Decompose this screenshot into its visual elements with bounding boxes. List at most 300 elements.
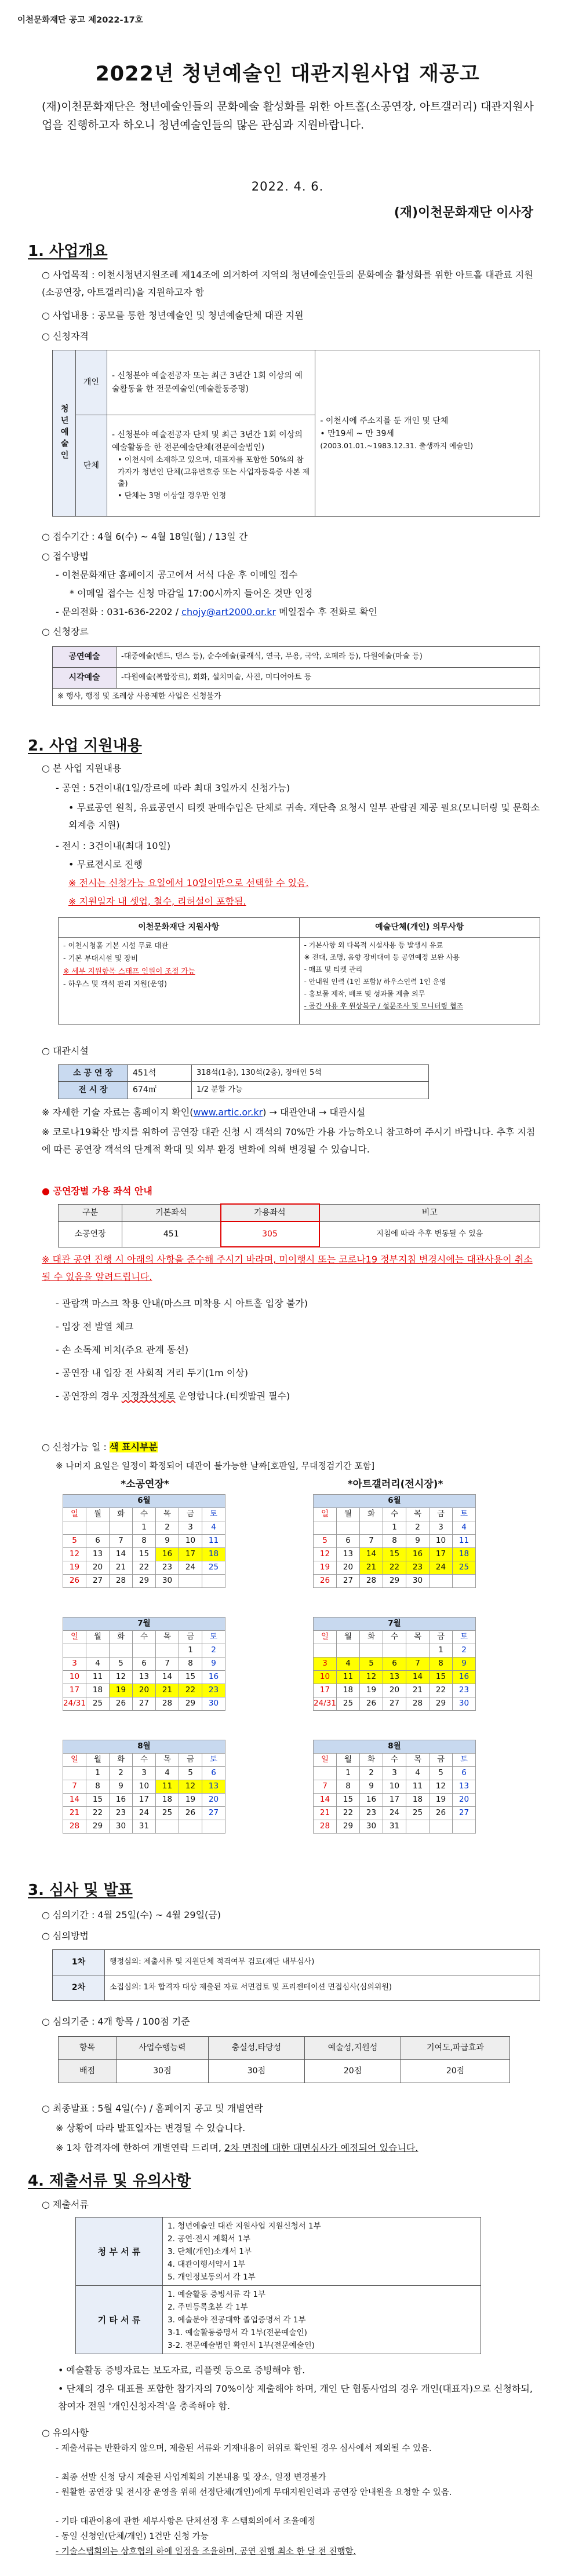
calendar-day: 23 (453, 1684, 476, 1697)
calendar-day: 25 (86, 1697, 110, 1711)
weekday-label: 금 (430, 1631, 453, 1644)
calendar-day: 4 (453, 1521, 476, 1535)
caution-item: - 기술스탭회의는 상호협의 하에 일정을 조율하며, 공연 진행 최소 한 달 전 진행함. (56, 2547, 356, 2556)
calendar-day: 23 (406, 1561, 430, 1575)
calendar-day: 26 (314, 1575, 337, 1588)
calendar-day: 12 (430, 1780, 453, 1794)
calendar-day: 19 (63, 1561, 86, 1575)
duty-head: 예술단체(개인) 의무사항 (299, 918, 540, 938)
calendar-day: 18 (202, 1548, 225, 1561)
responsibility-table (58, 917, 540, 1024)
calendar-day: 8 (383, 1535, 406, 1548)
calendar-day: 11 (156, 1780, 179, 1794)
calendar-day: 25 (156, 1807, 179, 1820)
content-text: ○ 사업내용 : 공모를 통한 청년예술인 및 청년예술단체 대관 지원 (42, 310, 304, 321)
rule-item: - 공연장 내 입장 전 사회적 거리 두기(1m 이상) (56, 1367, 249, 1378)
small-hall-title: *소공연장* (121, 1479, 169, 1490)
calendar-day: 17 (430, 1548, 453, 1561)
calendar-day: 21 (406, 1684, 430, 1697)
calendar-day: 18 (406, 1794, 430, 1807)
calendar-day: 17 (63, 1684, 86, 1697)
result-note: ※ 1차 합격자에 한하여 개별연락 드리며, 2차 면접에 대한 대면심사가 예정되어 있습니다. (56, 2142, 418, 2153)
weekday-label: 화 (110, 1508, 133, 1521)
calendar-day: 10 (383, 1780, 406, 1794)
calendar-day: 29 (383, 1575, 406, 1588)
calendar-day: 15 (430, 1671, 453, 1684)
section-3-heading: 3. 심사 및 발표 (28, 1882, 133, 1899)
calendar-day: 16 (202, 1671, 225, 1684)
group-text: - 신청분야 예술전공자 단체 및 최근 3년간 1회 이상의 예술활동을 한 전문예술단체(전문예술법인) • 이천시에 소재하고 있으며, 대표자를 포함한 50%의 참가자가 청년인 단체(고유번호증 또는 사업자등록증 사본 제출) • 단체는 3명 이상일 경우만 인정 (107, 415, 315, 517)
calendar-day: 21 (63, 1807, 86, 1820)
calendar-day: 27 (453, 1807, 476, 1820)
calendar-day: 1 (133, 1521, 156, 1535)
calendar-day: 1 (337, 1767, 360, 1780)
calendar-day: 5 (63, 1535, 86, 1548)
calendar-day: 1 (383, 1521, 406, 1535)
weekday-label: 목 (406, 1508, 430, 1521)
calendar-day: 28 (360, 1575, 383, 1588)
genre-label: ○ 신청장르 (42, 626, 89, 637)
calendar-day: 19 (110, 1684, 133, 1697)
weekday-label: 토 (453, 1508, 476, 1521)
round-desc: 행정심의: 제출서류 및 지원단체 적격여부 검토(재단 내부심사) (105, 1950, 540, 1975)
genre-name: 시각예술 (53, 668, 117, 689)
calendar-day: 6 (202, 1767, 225, 1780)
support-label: ○ 본 사업 지원내용 (42, 763, 122, 774)
calendar-day: 26 (360, 1697, 383, 1711)
calendar-day: 30 (360, 1820, 383, 1834)
calendar-day: 10 (133, 1780, 156, 1794)
calendar-day: 6 (453, 1767, 476, 1780)
calendar-day: 15 (179, 1671, 202, 1684)
calendar-day: 19 (179, 1794, 202, 1807)
calendar-day: 27 (86, 1575, 110, 1588)
calendar-day: 27 (202, 1807, 225, 1820)
calendar-day: 7 (63, 1780, 86, 1794)
eligibility-label: ○ 신청자격 (42, 331, 89, 342)
genre-desc: -대중예술(밴드, 댄스 등), 순수예술(클래식, 연극, 무용, 국악, 오페라 등), 다원예술(마술 등) (117, 647, 540, 668)
period-text: ○ 접수기간 : 4월 6(수) ~ 4월 18일(월) / 13일 간 (42, 531, 248, 542)
weekday-label: 토 (453, 1754, 476, 1767)
calendar-day: 19 (360, 1684, 383, 1697)
caution-item: - 최종 선발 신청 당시 제출된 사업계획의 기본내용 및 장소, 일정 변경불가 (56, 2473, 326, 2482)
venue-capacity: 451석 (128, 1065, 192, 1082)
calendar-day: 29 (133, 1575, 156, 1588)
calendar-day (63, 1521, 86, 1535)
weekday-label: 화 (360, 1508, 383, 1521)
seat-available: 305 (221, 1221, 319, 1247)
venue-link[interactable]: www.artic.or.kr (193, 1107, 263, 1118)
calendar-day: 20 (337, 1561, 360, 1575)
calendar-day: 15 (337, 1794, 360, 1807)
calendar-day: 29 (179, 1697, 202, 1711)
calendar-day: 27 (337, 1575, 360, 1588)
calendar-day: 11 (86, 1671, 110, 1684)
calendar-day: 3 (430, 1521, 453, 1535)
calendar-day: 27 (133, 1697, 156, 1711)
calendar-note: ※ 나머지 요일은 일정이 확정되어 대관이 불가능한 날짜[호판일, 무대정검기간 포함] (56, 1461, 375, 1471)
weekday-label: 금 (179, 1631, 202, 1644)
weekday-label: 금 (179, 1508, 202, 1521)
weekday-label: 목 (156, 1631, 179, 1644)
calendar-day: 16 (453, 1671, 476, 1684)
calendar-day: 2 (156, 1521, 179, 1535)
calendar-day: 26 (179, 1807, 202, 1820)
calendar-day: 6 (337, 1535, 360, 1548)
weekday-label: 금 (430, 1754, 453, 1767)
calendar-day: 23 (110, 1807, 133, 1820)
calendar-day: 5 (430, 1767, 453, 1780)
calendar-day: 25 (202, 1561, 225, 1575)
weekday-label: 목 (406, 1754, 430, 1767)
calendar-day: 13 (453, 1780, 476, 1794)
month-calendar (63, 1617, 225, 1711)
calendar-day (179, 1575, 202, 1588)
calendar-day: 9 (202, 1657, 225, 1671)
calendar-day: 16 (156, 1548, 179, 1561)
calendar-day: 12 (360, 1671, 383, 1684)
venue-reference: ※ 자세한 기술 자료는 홈페이지 확인(www.artic.or.kr) → 대관안내 → 대관시설 (42, 1107, 366, 1118)
support-head: 이천문화재단 지원사항 (59, 918, 300, 938)
calendar-day: 12 (63, 1548, 86, 1561)
other-docs: 1. 예술활동 증빙서류 각 1부 2. 주민등록초본 각 1부 3. 예술분야 전공대학 졸업증명서 각 1부 3-1. 예술활동증명서 각 1부(전문예술인) 3-2. 전문예술법인 확인서 1부(전문예술인) (163, 2286, 481, 2354)
month-calendar (63, 1740, 225, 1834)
weekday-label: 일 (314, 1754, 337, 1767)
calendar-day: 24/31 (314, 1697, 337, 1711)
month-calendar (313, 1740, 476, 1834)
calendar-day: 18 (453, 1548, 476, 1561)
calendar-day: 25 (406, 1807, 430, 1820)
calendar-day (179, 1820, 202, 1834)
calendar-day: 2 (110, 1767, 133, 1780)
covid-warning: ※ 대관 공연 진행 시 아래의 사항을 준수해 주시기 바라며, 미이행시 또는 코로나19 정부지침 변경시에는 대관사용이 취소될 수 있음을 알려드립니다. (42, 1254, 533, 1282)
weekday-label: 일 (314, 1508, 337, 1521)
month-calendar (313, 1617, 476, 1711)
calendar-day: 1 (179, 1644, 202, 1657)
caution-item: - 제출서류는 반환하지 않으며, 제출된 서류와 기재내용이 허위로 확인될 경우 심사에서 제외될 수 있음. (56, 2444, 432, 2453)
calendar-day: 2 (453, 1644, 476, 1657)
method-line: * 이메일 접수는 신청 마감일 17:00시까지 들어온 것만 인정 (70, 588, 313, 599)
required-docs: 1. 청년예술인 대관 지원사업 지원신청서 1부 2. 공연·전시 계획서 1부 3. 단체(개인)소개서 1부 4. 대관이행서약서 1부 5. 개인정보동의서 각 1부 (163, 2218, 481, 2286)
calendar-day: 14 (63, 1794, 86, 1807)
calendar-day: 24 (133, 1807, 156, 1820)
weekday-label: 월 (337, 1508, 360, 1521)
calendar-day: 19 (430, 1794, 453, 1807)
calendar-day (360, 1644, 383, 1657)
calendar-day: 14 (360, 1548, 383, 1561)
calendar-day: 9 (453, 1657, 476, 1671)
calendar-day (202, 1820, 225, 1834)
calendar-day: 14 (406, 1671, 430, 1684)
gallery-title: *아트갤러리(전시장)* (347, 1479, 443, 1490)
calendar-day (63, 1767, 86, 1780)
calendar-day (156, 1820, 179, 1834)
eligibility-table (52, 350, 540, 517)
weekday-label: 월 (86, 1631, 110, 1644)
seat-venue: 소공연장 (59, 1221, 122, 1247)
calendar-day: 13 (133, 1671, 156, 1684)
seat-basic: 451 (122, 1221, 221, 1247)
method-line: - 이천문화재단 홈페이지 공고에서 서식 다운 후 이메일 접수 (56, 569, 298, 580)
venue-detail: 318석(1층), 130석(2층), 장애인 5석 (192, 1065, 429, 1082)
caution-item: - 원활한 공연장 및 전시장 운영을 위해 선정단체(개인)에게 무대지원인력과 공연장 안내원을 요청할 수 있음. (56, 2488, 452, 2497)
method-label: ○ 접수방법 (42, 551, 89, 562)
weekday-label: 화 (110, 1754, 133, 1767)
calendar-day: 9 (360, 1780, 383, 1794)
month-calendar (63, 1494, 225, 1588)
weekday-label: 월 (337, 1631, 360, 1644)
weekday-label: 일 (314, 1631, 337, 1644)
weekday-label: 수 (383, 1754, 406, 1767)
exhibit-line: - 전시 : 3건이내(최대 10일) (56, 840, 171, 851)
calendar-day (337, 1644, 360, 1657)
group-label: 단체 (75, 415, 107, 517)
calendar-day: 25 (453, 1561, 476, 1575)
calendar-day: 21 (360, 1561, 383, 1575)
calendar-day (406, 1644, 430, 1657)
calendar-day: 7 (156, 1657, 179, 1671)
calendar-day (360, 1521, 383, 1535)
organization: (재)이천문화재단 이사장 (394, 206, 533, 220)
calendar-day (430, 1575, 453, 1588)
calendar-day: 20 (202, 1794, 225, 1807)
calendar-day (133, 1644, 156, 1657)
calendar-day: 19 (314, 1561, 337, 1575)
month-calendar (313, 1494, 476, 1588)
support-items: - 이천시청홀 기본 시설 무료 대관 - 기본 부대시설 및 장비 ※ 세부 지원항목 스태프 인원이 조정 가능 - 하우스 및 객석 관리 지원(운영) (59, 938, 300, 1024)
calendar-day: 27 (383, 1697, 406, 1711)
weekday-label: 화 (360, 1754, 383, 1767)
result-note: ※ 상황에 따라 발표일자는 변경될 수 있습니다. (56, 2123, 246, 2134)
calendar-day: 13 (337, 1548, 360, 1561)
calendar-day: 28 (406, 1697, 430, 1711)
calendar-day (86, 1521, 110, 1535)
calendar-day: 24 (383, 1807, 406, 1820)
calendar-day: 24/31 (63, 1697, 86, 1711)
calendar-day: 23 (202, 1684, 225, 1697)
genre-name: 공연예술 (53, 647, 117, 668)
genre-desc: -다원예술(복합장르), 회화, 설치미술, 사진, 미디어아트 등 (117, 668, 540, 689)
notice-date: 2022. 4. 6. (251, 180, 324, 193)
rule-item: - 입장 전 발열 체크 (56, 1321, 134, 1332)
performance-bullet: • 무료공연 원칙, 유료공연시 티켓 판매수입은 단체로 귀속. 재단측 요청시 일부 관람권 제공 필요(모니터링 및 문화소외계층 지원) (68, 802, 540, 830)
notice-number: 이천문화재단 공고 제2022-17호 (17, 16, 143, 25)
calendar-day: 13 (202, 1780, 225, 1794)
calendar-day: 30 (406, 1575, 430, 1588)
calendar-day: 30 (202, 1697, 225, 1711)
calendar-day: 4 (86, 1657, 110, 1671)
weekday-label: 금 (179, 1754, 202, 1767)
calendar-day: 17 (314, 1684, 337, 1697)
calendar-day: 26 (430, 1807, 453, 1820)
month-label: 7월 (314, 1618, 476, 1631)
calendar-day: 28 (156, 1697, 179, 1711)
calendar-day: 16 (406, 1548, 430, 1561)
review-rounds-table: 1차 행정심의: 제출서류 및 지원단체 적격여부 검토(재단 내부심사) 2차 소집심의: 1차 합격자 대상 제출된 자료 서면검토 및 프리젠테이션 면접심사(심의위원) (52, 1949, 540, 2001)
calendar-day (453, 1820, 476, 1834)
calendar-day: 12 (179, 1780, 202, 1794)
calendar-day: 24 (179, 1561, 202, 1575)
genre-note: ※ 행사, 행정 및 조례상 사용제한 사업은 신청불가 (53, 689, 540, 706)
round-desc: 소집심의: 1차 합격자 대상 제출된 자료 서면검토 및 프리젠테이션 면접심사(심의위원) (105, 1975, 540, 2001)
weekday-label: 수 (383, 1508, 406, 1521)
calendar-day: 6 (86, 1535, 110, 1548)
calendar-day: 2 (202, 1644, 225, 1657)
calendar-day: 16 (110, 1794, 133, 1807)
rule-item: - 관람객 마스크 착용 안내(마스크 미착용 시 아트홀 입장 불가) (56, 1298, 308, 1309)
covid-notice: ※ 코로나19확산 방지를 위하여 공연장 대관 신청 시 객석의 70%만 가용 가능하오니 참고하여 주시기 바랍니다. 추후 지침에 따른 공연장 객석의 단계적 확대 및 외부 환경 변화에 의해 변경될 수 있습니다. (42, 1126, 536, 1155)
calendar-day: 31 (383, 1820, 406, 1834)
exhibit-bullet: • 무료전시로 진행 (68, 859, 143, 870)
calendar-day: 2 (360, 1767, 383, 1780)
calendar-day: 8 (337, 1780, 360, 1794)
calendar-day: 26 (110, 1697, 133, 1711)
calendar-day: 16 (360, 1794, 383, 1807)
calendar-day: 17 (133, 1794, 156, 1807)
calendar-day: 8 (430, 1657, 453, 1671)
calendar-day: 5 (110, 1657, 133, 1671)
calendar-day: 5 (179, 1767, 202, 1780)
calendar-day: 8 (133, 1535, 156, 1548)
calendar-day: 3 (383, 1767, 406, 1780)
calendar-day: 14 (156, 1671, 179, 1684)
criteria-label: ○ 심의기준 : 4개 항목 / 100점 기준 (42, 2016, 190, 2027)
calendar-day: 26 (63, 1575, 86, 1588)
calendar-day: 5 (314, 1535, 337, 1548)
calendar-day: 20 (453, 1794, 476, 1807)
calendar-day (337, 1521, 360, 1535)
calendar-day: 30 (156, 1575, 179, 1588)
calendar-day: 22 (86, 1807, 110, 1820)
calendar-day: 23 (360, 1807, 383, 1820)
section-2-heading: 2. 사업 지원내용 (28, 737, 142, 755)
calendar-day (430, 1820, 453, 1834)
calendar-day: 3 (133, 1767, 156, 1780)
calendar-day: 10 (63, 1671, 86, 1684)
caution-label: ○ 유의사항 (42, 2427, 89, 2438)
calendar-day: 14 (314, 1794, 337, 1807)
calendar-day: 30 (110, 1820, 133, 1834)
criteria-table: 항목 사업수행능력 충실성,타당성 예술성,지원성 기여도,파급효과 배점 30점 30점 20점 20점 (58, 2036, 510, 2083)
venue-capacity: 674㎡ (128, 1082, 192, 1099)
documents-table: 청 부 서 류 1. 청년예술인 대관 지원사업 지원신청서 1부 2. 공연·전시 계획서 1부 3. 단체(개인)소개서 1부 4. 대관이행서약서 1부 5. 개인정보동의서 각 1부 기 타 서 류 1. 예술활동 증빙서류 각 1부 2. 주민등록초본 각 1부 3. 예술분야 전공대학 졸업증명서 각 1부 3-1. 예술활동증명서 각 1부(전문예술인) 3-2. 전문예술법인 확인서 1부(전문예술인) (75, 2217, 481, 2354)
weekday-label: 목 (406, 1631, 430, 1644)
calendar-day: 10 (430, 1535, 453, 1548)
weekday-label: 토 (202, 1754, 225, 1767)
caution-item: - 동일 신청인(단체/개인) 1건만 신청 가능 (56, 2532, 209, 2541)
calendar-day: 20 (133, 1684, 156, 1697)
duty-items: - 기본사항 외 다목적 시설사용 등 발생시 유료 ※ 전대, 조명, 음향 장비대여 등 공연예정 보완 사용 - 매표 및 티켓 관리 - 안내원 인력 (1인 포함)/ 하우스인력 1인 운영 - 홍보물 제작, 배포 및 성과물 제출 의무 - 공간 사용 후 원상복구 / 설문조사 및 모니터링 협조 (299, 938, 540, 1024)
calendar-day: 30 (453, 1697, 476, 1711)
calendar-day: 28 (63, 1820, 86, 1834)
calendar-day: 12 (314, 1548, 337, 1561)
calendar-day: 17 (383, 1794, 406, 1807)
section-4-heading: 4. 제출서류 및 유의사항 (28, 2172, 191, 2190)
calendar-day (314, 1644, 337, 1657)
calendar-day: 15 (133, 1548, 156, 1561)
contact-email-link[interactable]: chojy@art2000.or.kr (181, 606, 276, 617)
venue-name: 전 시 장 (59, 1082, 128, 1099)
calendar-day: 15 (383, 1548, 406, 1561)
calendar-day: 22 (179, 1684, 202, 1697)
calendar-day: 4 (156, 1767, 179, 1780)
calendar-day: 9 (406, 1535, 430, 1548)
calendar-day: 15 (86, 1794, 110, 1807)
month-label: 8월 (63, 1740, 225, 1754)
calendar-day (156, 1644, 179, 1657)
contact-line: - 문의전화 : 031-636-2202 / chojy@art2000.or.kr 메일접수 후 전화로 확인 (56, 606, 377, 617)
calendar-day (110, 1521, 133, 1535)
month-label: 7월 (63, 1618, 225, 1631)
calendar-day (383, 1644, 406, 1657)
calendar-day: 10 (314, 1671, 337, 1684)
calendar-day: 22 (337, 1807, 360, 1820)
calendar-day: 21 (314, 1807, 337, 1820)
section-1-heading: 1. 사업개요 (28, 243, 108, 260)
weekday-label: 금 (430, 1508, 453, 1521)
calendar-day: 12 (110, 1671, 133, 1684)
calendar-day: 22 (383, 1561, 406, 1575)
doc-note: • 예술활동 증빙자료는 보도자료, 리플렛 등으로 증빙해야 함. (58, 2365, 305, 2376)
calendar-day: 11 (337, 1671, 360, 1684)
calendar-day: 3 (179, 1521, 202, 1535)
weekday-label: 화 (360, 1631, 383, 1644)
calendar-day: 6 (383, 1657, 406, 1671)
month-label: 8월 (314, 1740, 476, 1754)
weekday-label: 토 (453, 1631, 476, 1644)
calendar-day: 22 (430, 1684, 453, 1697)
review-method-label: ○ 심의방법 (42, 1930, 89, 1941)
weekday-label: 월 (337, 1754, 360, 1767)
calendar-day: 21 (110, 1561, 133, 1575)
setup-note: ※ 지원일자 내 셋업, 철수, 리허설이 포함됨. (68, 896, 246, 907)
calendar-day: 10 (179, 1535, 202, 1548)
individual-text: - 신청분야 예술전공자 또는 최근 3년간 1회 이상의 예술활동을 한 전문예술인(예술활동증명) (107, 350, 315, 415)
calendar-day: 29 (86, 1820, 110, 1834)
eligibility-age-cell: - 이천시에 주소지를 둔 개인 및 단체 • 만19세 ~ 만 39세 (2003.01.01.~1983.12.31. 출생까지 예술인) (315, 350, 540, 517)
calendar-day: 4 (202, 1521, 225, 1535)
weekday-label: 화 (110, 1631, 133, 1644)
calendar-day: 7 (314, 1780, 337, 1794)
calendar-day: 11 (453, 1535, 476, 1548)
calendar-day: 9 (156, 1535, 179, 1548)
eligibility-row-head: 청년예술인 (53, 350, 76, 517)
calendar-day: 7 (406, 1657, 430, 1671)
calendar-day: 18 (337, 1684, 360, 1697)
venue-detail: 1/2 분할 가능 (192, 1082, 429, 1099)
calendar-day: 25 (337, 1697, 360, 1711)
calendar-day: 3 (314, 1657, 337, 1671)
calendar-day: 23 (156, 1561, 179, 1575)
weekday-label: 수 (383, 1631, 406, 1644)
calendar-day (63, 1644, 86, 1657)
month-label: 6월 (314, 1495, 476, 1508)
calendar-day (314, 1521, 337, 1535)
calendar-day: 13 (383, 1671, 406, 1684)
calendar-day: 13 (86, 1548, 110, 1561)
calendar-day: 11 (202, 1535, 225, 1548)
calendar-day: 20 (86, 1561, 110, 1575)
calendar-day (314, 1767, 337, 1780)
seat-table: 구분 기본좌석 가용좌석 비고 소공연장 451 305 지침에 따라 추후 변동될 수 있음 (58, 1203, 540, 1247)
calendar-day: 1 (430, 1644, 453, 1657)
calendar-day (453, 1575, 476, 1588)
venue-table (58, 1064, 429, 1099)
calendar-day: 7 (360, 1535, 383, 1548)
calendar-day: 5 (360, 1657, 383, 1671)
calendar-day: 4 (337, 1657, 360, 1671)
weekday-label: 수 (133, 1508, 156, 1521)
